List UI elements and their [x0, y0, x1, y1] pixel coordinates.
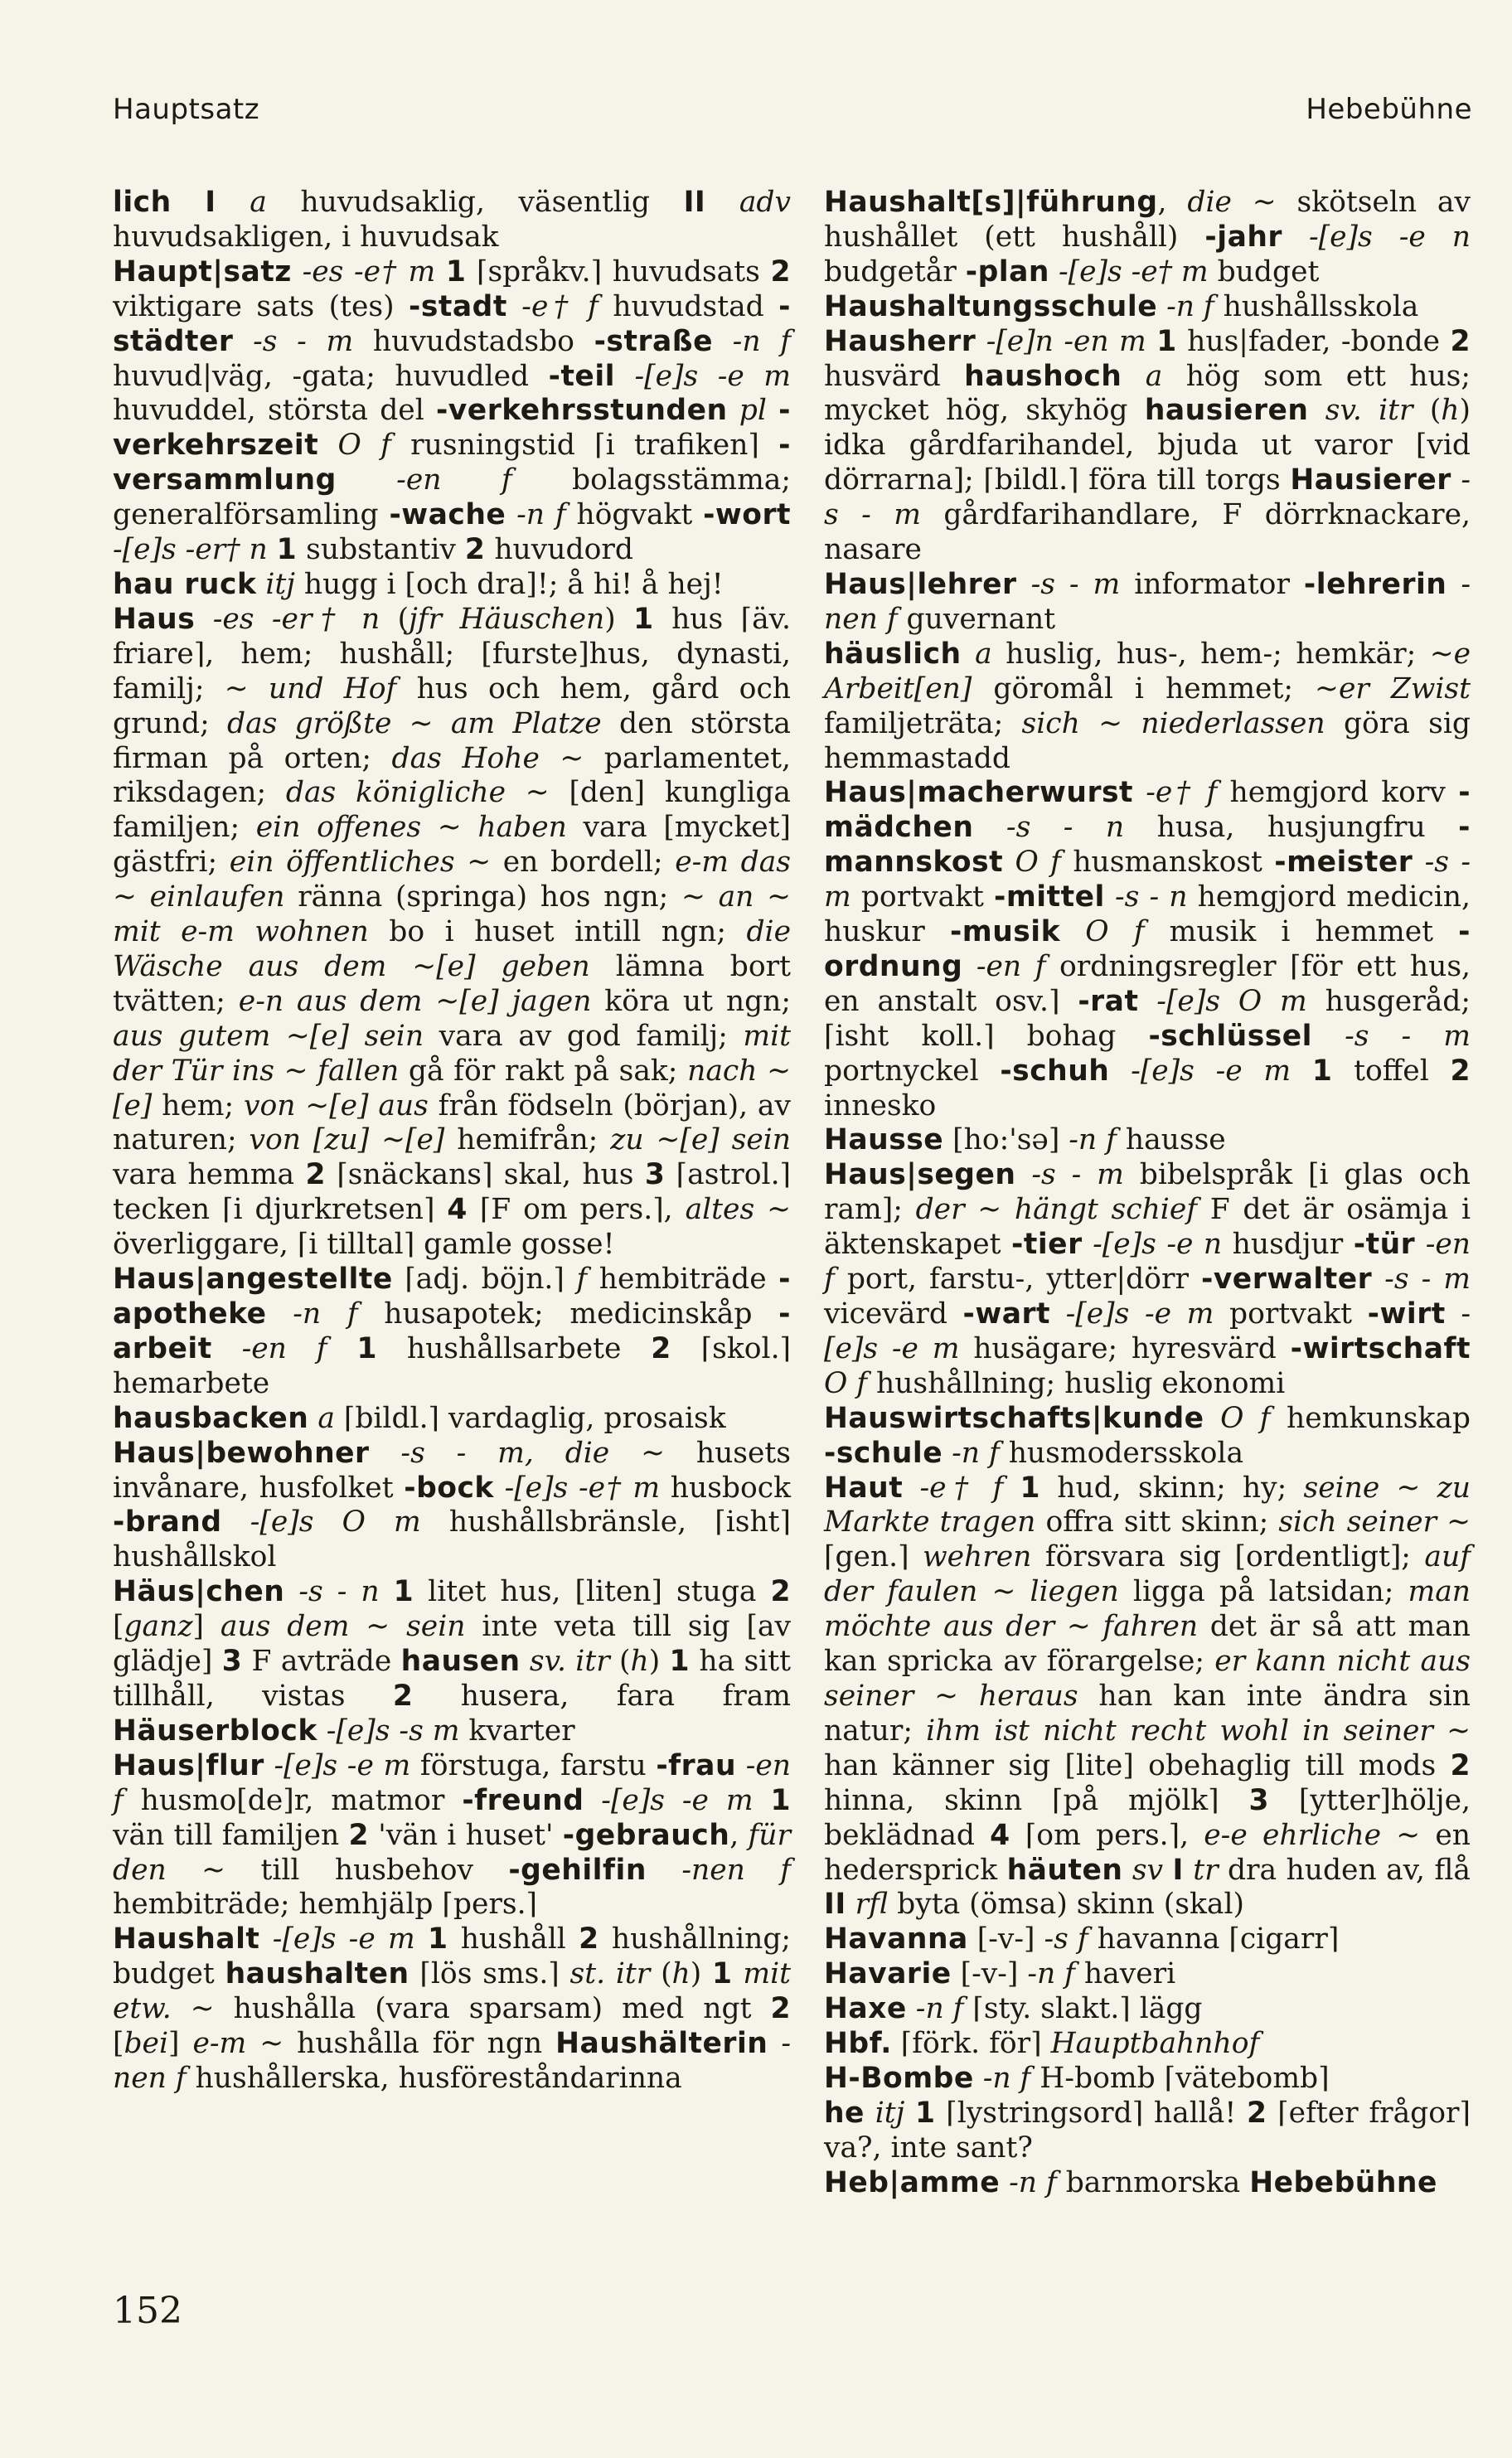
entry-right-2: Hausherr -[e]n -en m 1 hus|fader, -bonde 2 husvärd haushoch a hög som ett hus; mycket hög, skyhög hausieren sv. itr (h) idka gårdfarihandel, bjuda ut varor [vid dörrarna]; ⌈bildl.⌉ föra till torgs Hausierer -s - m gårdfarihandlare, F dörrknackare, nasare [824, 324, 1471, 567]
right-column [824, 186, 1471, 2201]
entry-left-3: Haus -es -er† n (jfr Häuschen) 1 hus ⌈äv. friare⌉, hem; hushåll; [furste]hus, dynasti, familj; ~ und Hof hus och hem, gård och grund; das größte ~ am Platze den största firman på orten; das Hohe ~ parlamentet, riksdagen; das königliche ~ [den] kungliga familjen; ein offenes ~ haben vara [mycket] gästfri; ein öffentliches ~ en bordell; e-m das ~ einlaufen ränna (springa) hos ngn; ~ an ~ mit e-m wohnen bo i huset intill ngn; die Wäsche aus dem ~[e] geben lämna bort tvätten; e-n aus dem ~[e] jagen köra ut ngn; aus gutem ~[e] sein vara av god familj; mit der Tür ins ~ fallen gå för rakt på sak; nach ~[e] hem; von ~[e] aus från födseln (början), av naturen; von [zu] ~[e] hemifrån; zu ~[e] sein vara hemma 2 ⌈snäckans⌉ skal, hus 3 ⌈astrol.⌉ tecken ⌈i djurkretsen⌉ 4 ⌈F om pers.⌉, altes ~ överliggare, ⌈i tilltal⌉ gamle gosse! [113, 602, 792, 1262]
entry-left-6: Haus|bewohner -s - m, die ~ husets invånare, husfolket -bock -[e]s -e† m husbock -brand -[e]s O m hushållsbränsle, ⌈isht⌉ hushållskol [113, 1436, 791, 1574]
entry-right-12: Haxe -n f ⌈sty. slakt.⌉ lägg [824, 1992, 1203, 2026]
header-left-word: Hauptsatz [113, 93, 260, 126]
entry-right-16: Heb|amme -n f barnmorska Hebebühne [824, 2165, 1437, 2199]
entry-right-9: Haut -e† f 1 hud, skinn; hy; seine ~ zu Markte tragen offra sitt skinn; sich seiner ~ ⌈gen.⌉ wehren försvara sig [ordentligt]; auf der faulen ~ liegen ligga på latsidan; man möchte aus der ~ fahren det är så att man kan spricka av förargelse; er kann nicht aus seiner ~ heraus han kan inte ändra sin natur; ihm ist nicht recht wohl in seiner ~ han känner sig [lite] obehaglig till mods 2 hinna, skinn ⌈på mjölk⌉ 3 [ytter]hölje, beklädnad 4 ⌈om pers.⌉, e-e ehrliche ~ en hedersprick häuten sv I tr dra huden av, flå II rfl byta (ömsa) skinn (skal) [824, 1471, 1471, 1922]
entry-right-1: Haushaltungsschule -n f hushållsskola [824, 289, 1419, 323]
entry-right-7: Haus|segen -s - m bibelspråk [i glas och ram]; der ~ hängt schief F det är osämja i äktenskapet -tier -[e]s -e n husdjur -tür -en f port, farstu-, ytter|dörr -verwalter -s - m vicevärd -wart -[e]s -e m portvakt -wirt -[e]s -e m husägare; hyresvärd -wirtschaft O f hushållning; huslig ekonomi [824, 1158, 1471, 1400]
entry-right-14: H-Bombe -n f H-bomb ⌈vätebomb⌉ [824, 2061, 1330, 2095]
entry-right-8: Hauswirtschafts|kunde O f hemkunskap -schule -n f husmodersskola [824, 1401, 1471, 1470]
entry-left-4: Haus|angestellte ⌈adj. böjn.⌉ f hembiträde -apotheke -n f husapotek; medicinskåp -arbeit -en f 1 hushållsarbete 2 ⌈skol.⌉ hemarbete [113, 1263, 791, 1400]
entry-left-1: Haupt|satz -es -e† m 1 ⌈språkv.⌉ huvudsats 2 viktigare sats (tes) -stadt -e† f huvudstad -städter -s - m huvudstadsbo -straße -n f huvud|väg, -gata; huvudled -teil -[e]s -e m huvuddel, största del -verkehrsstunden pl -verkehrszeit O f rusningstid ⌈i trafiken⌉ -versammlung -en f bolagsstämma; generalförsamling -wache -n f högvakt -wort -[e]s -er† n 1 substantiv 2 huvudord [113, 255, 792, 567]
entry-right-3: Haus|lehrer -s - m informator -lehrerin -nen f guvernant [824, 567, 1471, 636]
page-number: 152 [113, 2290, 182, 2332]
entry-right-5: Haus|macherwurst -e† f hemgjord korv -mädchen -s - n husa, husjungfru -mannskost O f husmanskost -meister -s - m portvakt -mittel -s - n hemgjord medicin, huskur -musik O f musik i hemmet -ordnung -en f ordningsregler ⌈för ett hus, en anstalt osv.⌉ -rat -[e]s O m husgeråd; ⌈isht koll.⌉ bohag -schlüssel -s - m portnyckel -schuh -[e]s -e m 1 toffel 2 innesko [824, 776, 1471, 1122]
entry-left-0: lich I a huvudsaklig, väsentlig II adv huvudsakligen, i huvudsak [113, 186, 792, 254]
entry-right-0: Haushalt[s]|führung, die ~ skötseln av hushållet (ett hushåll) -jahr -[e]s -e n budgetår -plan -[e]s -e† m budget [824, 186, 1471, 288]
entry-right-10: Havanna [-v-] -s f havanna ⌈cigarr⌉ [824, 1922, 1340, 1956]
entry-right-6: Hausse [ho:'sə] -n f hausse [824, 1123, 1226, 1157]
entry-left-5: hausbacken a ⌈bildl.⌉ vardaglig, prosaisk [113, 1401, 726, 1435]
running-header [113, 93, 1472, 134]
header-right-word: Hebebühne [1306, 93, 1472, 126]
entry-left-9: Haushalt -[e]s -e m 1 hushåll 2 hushållning; budget haushalten ⌈lös sms.⌉ st. itr (h) 1 mit etw. ~ hushålla (vara sparsam) med ngt 2 [bei] e-m ~ hushålla för ngn Haushälterin -nen f hushållerska, husföreståndarinna [113, 1922, 792, 2095]
entry-right-11: Havarie [-v-] -n f haveri [824, 1957, 1176, 1991]
entry-left-7: Häus|chen -s - n 1 litet hus, [liten] stuga 2 [ganz] aus dem ~ sein inte veta till sig [av glädje] 3 F avträde hausen sv. itr (h) 1 ha sitt tillhåll, vistas 2 husera, fara fram Häuserblock -[e]s -s m kvarter [113, 1575, 792, 1748]
entry-right-13: Hbf. ⌈förk. för⌉ Hauptbahnhof [824, 2027, 1260, 2061]
entry-left-2: hau ruck itj hugg i [och dra]!; å hi! å hej! [113, 567, 724, 601]
entry-right-4: häuslich a huslig, hus-, hem-; hemkär; ~e Arbeit[en] göromål i hemmet; ~er Zwist familjeträta; sich ~ niederlassen göra sig hemmastadd [824, 637, 1471, 775]
left-column [113, 186, 791, 2097]
entry-left-8: Haus|flur -[e]s -e m förstuga, farstu -frau -en f husmo[de]r, matmor -freund -[e]s -e m 1 vän till familjen 2 'vän i huset' -gebrauch, für den ~ till husbehov -gehilfin -nen f hembiträde; hemhjälp ⌈pers.⌉ [113, 1748, 792, 1922]
entry-right-15: he itj 1 ⌈lystringsord⌉ hallå! 2 ⌈efter frågor⌉ va?, inte sant? [824, 2096, 1471, 2165]
